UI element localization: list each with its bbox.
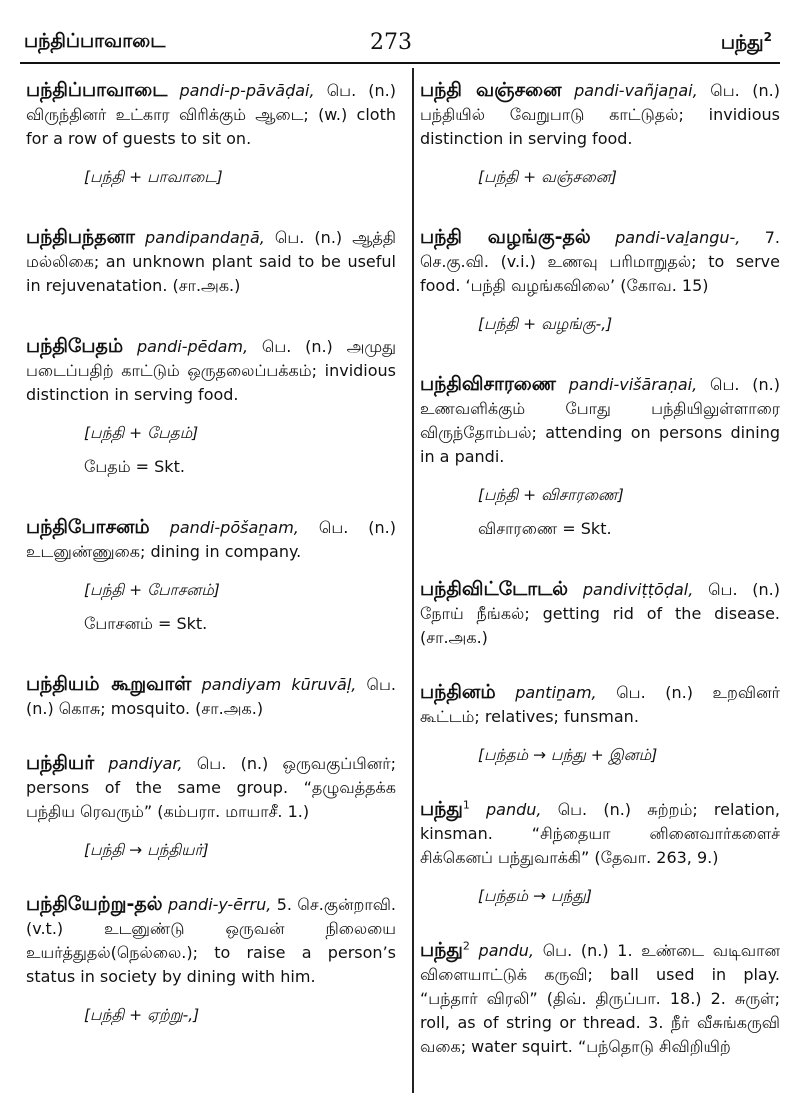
entry-definition: பெ. (n.) ஒருவகுப்பினர்; persons of the same group. “தழுவத்தக்க பந்திய ரெவரும்” (கம்பரா. மாயாசீ. 1.): [26, 754, 396, 821]
entry-transliteration: pandiviṭṭōḍal,: [582, 580, 694, 599]
right-column: [420, 78, 780, 1059]
entry-transliteration: pandi-pēdam,: [136, 337, 249, 356]
entry-etymology: [பந்தம் → பந்து]: [478, 887, 592, 905]
entry-etymology: [பந்தி + வழங்கு-,]: [478, 315, 613, 333]
entry-headword: பந்தியர்: [26, 752, 95, 774]
entry-headword: பந்து: [420, 939, 463, 961]
entry-definition: பெ. (n.) ஆத்தி மல்லிகை; an unknown plant said to be useful in rejuvenatation. (சா.அக.): [26, 228, 396, 295]
column-divider: [412, 68, 414, 1093]
entry-definition: பெ. (n.) உடனுண்ணுகை; dining in company.: [26, 518, 397, 561]
entry-definition: 7. செ.கு.வி. (v.i.) உணவு பரிமாறுதல்; to serve food. ‘பந்தி வழங்கவிலை’ (கோவ. 15): [420, 228, 780, 295]
entry-homograph-number: 1: [462, 798, 470, 812]
entry-headword: பந்திவிட்டோடல்: [420, 578, 569, 600]
page-header: [0, 18, 800, 58]
dictionary-entry: [26, 672, 396, 721]
entry-definition: பெ. (n.) உறவினர் கூட்டம்; relatives; funsman.: [420, 683, 780, 726]
dictionary-entry: [420, 797, 780, 908]
dictionary-entry: [26, 515, 396, 636]
entry-headword: பந்திவிசாரணை: [420, 373, 556, 395]
entry-transliteration: pandi-vañjaṉai,: [574, 81, 698, 100]
entry-transliteration: pandi-vaḻangu-,: [615, 228, 741, 247]
entry-note: பேதம் = Skt.: [84, 457, 185, 476]
header-right-guide-word: பந்து$^2$: [720, 30, 772, 54]
entry-transliteration: pandipandaṉā,: [145, 228, 265, 247]
entry-etymology: [பந்தி + போசனம்]: [84, 581, 220, 599]
page-number: 273: [370, 30, 412, 55]
dictionary-entry: [420, 225, 780, 336]
entry-transliteration: pandi-pōšaṉam,: [169, 518, 299, 537]
entry-headword: பந்திபேதம்: [26, 335, 124, 357]
entry-etymology: [பந்தி + விசாரணை]: [478, 486, 624, 504]
left-column: [26, 78, 396, 1027]
entry-headword: பந்தினம்: [420, 681, 496, 703]
header-left-guide-word: பந்திப்பாவாடை: [24, 30, 166, 52]
entry-transliteration: pandu,: [486, 800, 542, 819]
entry-transliteration: pandi-p-pāvāḍai,: [179, 81, 315, 100]
entry-definition: பெ. (n.) 1. உண்டை வடிவான விளையாட்டுக் கருவி; ball used in play. “பந்தார் விரலி” (திவ். திருப்பா. 18.) 2. சுருள்; roll, as of string or thread. 3. நீர் வீசுங்கருவி வகை; water squirt. “பந்தொடு சிவிறியிற்: [420, 941, 780, 1056]
entry-headword: பந்தி வழங்கு-தல்: [420, 226, 591, 248]
entry-definition: பெ. (n.) உணவளிக்கும் போது பந்தியிலுள்ளாரை விருந்தோம்பல்; attending on persons dining in a pandi.: [420, 375, 780, 466]
entry-definition: 5. செ.குன்றாவி. (v.t.) உடனுண்டு ஒருவன் நிலையை உயர்த்துதல்(நெல்லை.); to raise a person’s status in society by dining with him.: [26, 895, 396, 986]
entry-homograph-number: 2: [462, 939, 470, 953]
entry-definition: பெ. (n.) அமுது படைப்பதிற் காட்டும் ஒருதலைப்பக்கம்; invidious distinction in serving food.: [26, 337, 396, 404]
entry-note: விசாரணை = Skt.: [478, 519, 612, 538]
entry-headword: பந்தி வஞ்சனை: [420, 79, 562, 101]
entry-headword: பந்தியம் கூறுவாள்: [26, 673, 192, 695]
header-rule: [20, 62, 780, 64]
entry-etymology: [பந்தம் → பந்து + இனம்]: [478, 746, 658, 764]
entry-transliteration: pantiṉam,: [515, 683, 597, 702]
entry-etymology: [பந்தி + பேதம்]: [84, 424, 199, 442]
entry-headword: பந்திபோசனம்: [26, 516, 150, 538]
entry-headword: பந்து: [420, 798, 463, 820]
dictionary-entry: [420, 938, 780, 1059]
dictionary-entry: [26, 892, 396, 1027]
entry-headword: பந்தியேற்று-தல்: [26, 893, 163, 915]
dictionary-entry: [26, 334, 396, 479]
dictionary-entry: [420, 680, 780, 767]
entry-transliteration: pandiyam kūruvāḷ,: [201, 675, 357, 694]
entry-note: போசனம் = Skt.: [84, 614, 208, 633]
dictionary-entry: [420, 577, 780, 650]
entry-etymology: [பந்தி + ஏற்று-,]: [84, 1006, 200, 1024]
entry-definition: பெ. (n.) விருந்தினர் உட்கார விரிக்கும் ஆடை; (w.) cloth for a row of guests to sit on.: [26, 81, 397, 148]
entry-headword: பந்திப்பாவாடை: [26, 79, 168, 101]
entry-transliteration: pandu,: [478, 941, 535, 960]
entry-definition: பெ. (n.) நோய் நீங்கல்; getting rid of the disease. (சா.அக.): [420, 580, 781, 647]
dictionary-entry: [420, 372, 780, 541]
entry-definition: பெ. (n.) கொசு; mosquito. (சா.அக.): [26, 675, 396, 718]
entry-definition: பெ. (n.) பந்தியில் வேறுபாடு காட்டுதல்; invidious distinction in serving food.: [420, 81, 781, 148]
dictionary-entry: [420, 78, 780, 189]
dictionary-entry: [26, 225, 396, 298]
entry-definition: பெ. (n.) சுற்றம்; relation, kinsman. “சிந்தையா னினைவார்களைச் சிக்கெனப் பந்துவாக்கி” (தேவா. 263, 9.): [420, 800, 780, 867]
entry-transliteration: pandi-y-ērru,: [167, 895, 272, 914]
entry-etymology: [பந்தி + பாவாடை]: [84, 168, 223, 186]
entry-transliteration: pandi-višāraṇai,: [568, 375, 698, 394]
dictionary-entry: [26, 78, 396, 189]
entry-headword: பந்திபந்தனா: [26, 226, 135, 248]
entry-etymology: [பந்தி + வஞ்சனை]: [478, 168, 617, 186]
entry-transliteration: pandiyar,: [108, 754, 183, 773]
dictionary-entry: [26, 751, 396, 862]
entry-etymology: [பந்தி → பந்தியர்]: [84, 841, 209, 859]
